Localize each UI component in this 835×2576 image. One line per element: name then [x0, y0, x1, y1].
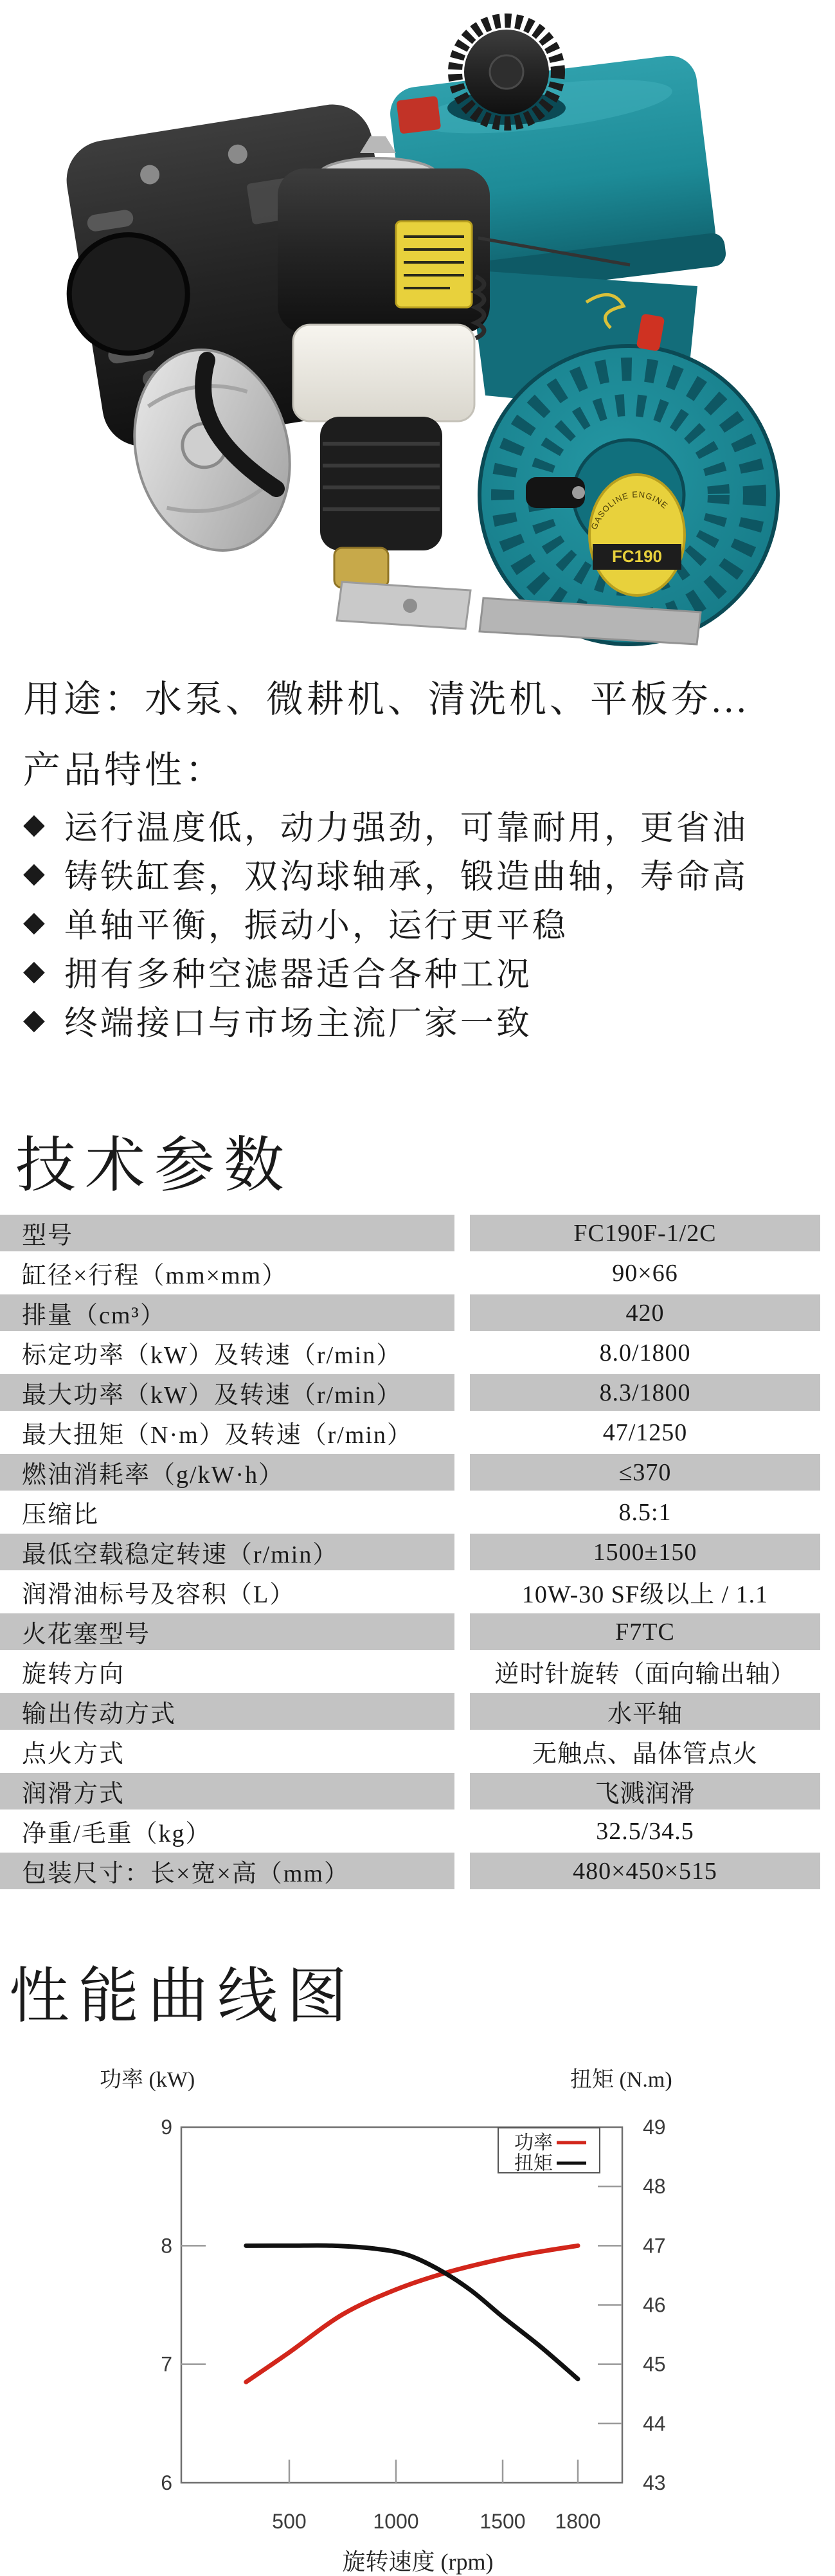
- spec-label: 标定功率（kW）及转速（r/min）: [22, 1342, 402, 1369]
- spec-label: 最低空载稳定转速（r/min）: [0, 1534, 454, 1570]
- spec-label: 输出传动方式: [0, 1693, 454, 1730]
- curve-功率: [246, 2245, 578, 2382]
- column-gap: [454, 1374, 470, 1411]
- spec-label: 旋转方向: [22, 1661, 125, 1688]
- diamond-bullet-icon: ◆: [23, 1003, 45, 1036]
- recoil-starter: [480, 346, 778, 644]
- specs-title: 技术参数: [15, 1132, 294, 1199]
- diamond-bullet-icon: ◆: [23, 808, 45, 840]
- x-tick-label: 500: [272, 2510, 307, 2533]
- diamond-bullet-icon: ◆: [23, 954, 45, 987]
- table-row: [0, 1813, 823, 1849]
- feature-item: [23, 954, 748, 993]
- spec-value: ≤370: [470, 1454, 820, 1491]
- column-gap: [454, 1853, 470, 1889]
- table-row: [0, 1494, 823, 1530]
- column-gap: [454, 1334, 470, 1371]
- right-tick-label: 45: [643, 2352, 666, 2376]
- spec-label: 点火方式: [22, 1741, 125, 1768]
- warning-label: [396, 221, 472, 307]
- column-gap: [454, 1693, 470, 1730]
- feature-text: 拥有多种空滤器适合各种工况: [64, 956, 532, 993]
- table-row: [0, 1454, 823, 1491]
- table-row: [0, 1215, 823, 1251]
- left-axis-title: 功率 (kW): [100, 2068, 195, 2092]
- right-tick-label: 44: [643, 2411, 666, 2435]
- feature-text: 单轴平衡，振动小，运行更平稳: [64, 907, 568, 945]
- spec-label: 压缩比: [22, 1501, 100, 1528]
- features-list: [23, 808, 748, 1052]
- fuel-tank-red-label: [396, 96, 441, 134]
- table-row: [0, 1574, 823, 1610]
- left-tick-label: 9: [161, 2116, 172, 2139]
- column-gap: [454, 1454, 470, 1491]
- table-row: [0, 1853, 823, 1889]
- right-tick-label: 49: [643, 2116, 666, 2139]
- feature-item: [23, 808, 748, 847]
- feature-item: [23, 905, 748, 945]
- column-gap: [454, 1414, 470, 1451]
- spec-label: 包装尺寸：长×宽×高（mm）: [0, 1853, 454, 1889]
- spec-label: 排量（cm³）: [0, 1294, 454, 1331]
- feature-text: 铸铁缸套，双沟球轴承，锻造曲轴，寿命高: [64, 858, 748, 896]
- curve-扭矩: [246, 2245, 578, 2379]
- product-photo: [0, 0, 835, 649]
- column-gap: [454, 1215, 470, 1251]
- table-row: [0, 1374, 823, 1411]
- spec-value: 10W-30 SF级以上 / 1.1: [521, 1581, 769, 1608]
- fuel-cap: [447, 21, 566, 125]
- column-gap: [454, 1613, 470, 1650]
- spec-label: 缸径×行程（mm×mm）: [22, 1262, 288, 1289]
- specs-table: [0, 1215, 823, 1892]
- spec-value: 32.5/34.5: [596, 1817, 694, 1845]
- features-title: 产品特性：: [23, 749, 226, 791]
- spec-value: 8.0/1800: [599, 1339, 691, 1366]
- spec-value: 47/1250: [602, 1419, 688, 1446]
- table-row: [0, 1534, 823, 1570]
- spec-label: 最大扭矩（N·m）及转速（r/min）: [22, 1422, 413, 1449]
- base-bolt: [403, 599, 417, 613]
- x-tick-label: 1000: [373, 2510, 419, 2533]
- left-tick-label: 8: [161, 2234, 172, 2258]
- x-axis-title: 旋转速度 (rpm): [342, 2549, 494, 2575]
- performance-title: 性能曲线图: [9, 1963, 357, 2030]
- plot-frame: [181, 2127, 622, 2483]
- spec-value: 1500±150: [470, 1534, 820, 1570]
- diamond-bullet-icon: ◆: [23, 857, 45, 889]
- spec-label: 最大功率（kW）及转速（r/min）: [0, 1374, 454, 1411]
- left-tick-label: 6: [161, 2471, 172, 2494]
- table-row: [0, 1613, 823, 1650]
- diamond-bullet-icon: ◆: [23, 905, 45, 938]
- column-gap: [454, 1255, 470, 1291]
- column-gap: [454, 1653, 470, 1690]
- usage-line: 用途：水泵、微耕机、清洗机、平板夯...: [23, 678, 750, 720]
- legend-label-功率: 功率: [514, 2132, 553, 2154]
- performance-chart: [0, 2019, 835, 2576]
- spec-value: FC190F-1/2C: [470, 1215, 820, 1251]
- spec-value: 无触点、晶体管点火: [532, 1741, 758, 1768]
- spec-label: 润滑油标号及容积（L）: [22, 1581, 296, 1608]
- column-gap: [454, 1574, 470, 1610]
- column-gap: [454, 1494, 470, 1530]
- spec-label: 型号: [0, 1215, 454, 1251]
- spec-value: 420: [470, 1294, 820, 1331]
- spec-label: 净重/毛重（kg）: [22, 1820, 211, 1847]
- spec-value: 480×450×515: [470, 1853, 820, 1889]
- right-tick-label: 46: [643, 2293, 666, 2317]
- spec-label: 燃油消耗率（g/kW·h）: [0, 1454, 454, 1491]
- feature-item: [23, 857, 748, 896]
- legend-label-扭矩: 扭矩: [514, 2153, 553, 2174]
- spec-value: F7TC: [470, 1613, 820, 1650]
- x-tick-label: 1800: [555, 2510, 601, 2533]
- recoil-sticker-arc-text: GASOLINE ENGINE: [589, 489, 670, 531]
- right-tick-label: 43: [643, 2471, 666, 2494]
- table-row: [0, 1773, 823, 1810]
- table-row: [0, 1294, 823, 1331]
- spec-value: 8.3/1800: [470, 1374, 820, 1411]
- left-tick-label: 7: [161, 2352, 172, 2376]
- table-row: [0, 1693, 823, 1730]
- column-gap: [454, 1294, 470, 1331]
- spec-value: 8.5:1: [618, 1498, 672, 1526]
- column-gap: [454, 1733, 470, 1770]
- feature-text: 运行温度低，动力强劲，可靠耐用，更省油: [64, 810, 748, 847]
- feature-text: 终端接口与市场主流厂家一致: [64, 1005, 532, 1042]
- x-tick-label: 1500: [480, 2510, 526, 2533]
- oil-cup: [293, 325, 474, 421]
- recoil-sticker-model: FC190: [611, 547, 663, 566]
- column-gap: [454, 1534, 470, 1570]
- table-row: [0, 1414, 823, 1451]
- right-tick-label: 48: [643, 2175, 666, 2199]
- column-gap: [454, 1773, 470, 1810]
- spec-label: 润滑方式: [0, 1773, 454, 1810]
- spec-value: 水平轴: [470, 1693, 820, 1730]
- spec-value: 飞溅润滑: [470, 1773, 820, 1810]
- fuel-cap-center: [490, 55, 523, 89]
- table-row: [0, 1653, 823, 1690]
- table-row: [0, 1334, 823, 1371]
- starter-grip-bolt: [572, 486, 585, 499]
- spec-value: 90×66: [612, 1259, 678, 1287]
- column-gap: [454, 1813, 470, 1849]
- spec-label: 火花塞型号: [0, 1613, 454, 1650]
- table-row: [0, 1733, 823, 1770]
- table-row: [0, 1255, 823, 1291]
- right-axis-title: 扭矩 (N.m): [570, 2068, 672, 2092]
- engine-illustration: [0, 0, 835, 649]
- feature-item: [23, 1003, 748, 1042]
- intake-boot: [320, 417, 442, 550]
- spec-value: 逆时针旋转（面向输出轴）: [494, 1661, 796, 1688]
- right-tick-label: 47: [643, 2234, 666, 2258]
